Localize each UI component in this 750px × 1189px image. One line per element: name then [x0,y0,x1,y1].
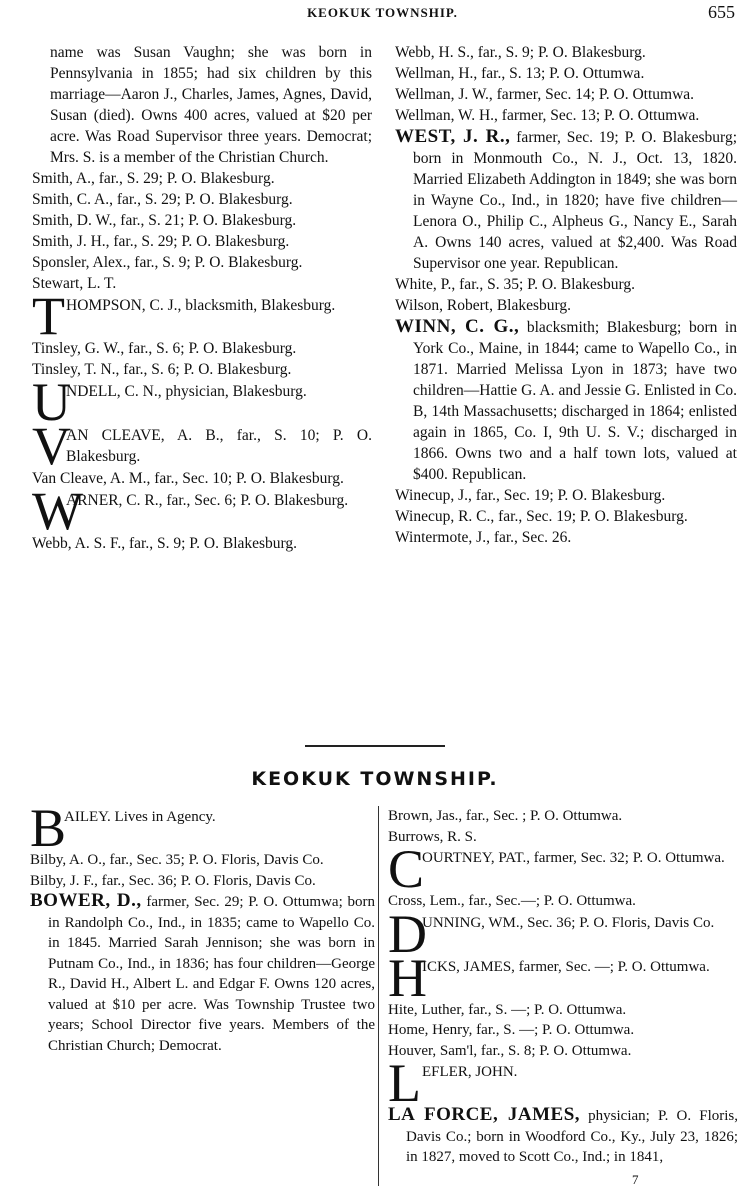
entry-text: Tinsley, G. W., far., S. 6; P. O. Blakesburg. [32,340,297,357]
directory-entry [388,827,738,848]
entry-text: physician; P. O. Floris, Davis Co.; born in Woodford Co., Ky., July 23, 1826; in 1827, moved to Scott Co., Ind.; in 1841, [406,1108,738,1165]
entry-text: Smith, J. H., far., S. 29; P. O. Blakesburg. [32,233,290,250]
directory-entry [388,806,738,827]
entry-text: Smith, D. W., far., S. 21; P. O. Blakesburg. [32,212,297,229]
continued-entry [32,42,372,168]
directory-entry [388,903,738,964]
directory-entry [388,1000,738,1021]
directory-entry [388,1105,738,1168]
directory-entry [388,1020,738,1041]
entry-text: ARNER, C. R., far., Sec. 6; P. O. Blakesburg. [66,492,349,509]
entry-text: Houver, Sam'l, far., S. 8; P. O. Ottumwa. [388,1042,632,1059]
entry-text: ICKS, JAMES, farmer, Sec. —; P. O. Ottumwa. [422,958,710,975]
directory-entry [30,891,375,1056]
drop-cap-letter: D [388,903,427,964]
directory-entry [395,63,737,84]
entry-text: farmer, Sec. 19; P. O. Blakesburg; born in Monmouth Co., N. J., Oct. 13, 1820. Married Elizabeth Addington in 1849; she was born in Wayne Co., Ind., in 1820; have five children—Lenora O., Philip C., Alpheus G., Nancy E., Sarah A. Owns 140 acres, valued at $2,400. Was Road Supervisor one year. Republican. [413,129,737,272]
directory-entry [388,891,738,912]
column-3-directory [30,798,375,1056]
directory-entry [30,850,375,871]
entry-text: Wellman, H., far., S. 13; P. O. Ottumwa. [395,65,645,82]
entry-text: OURTNEY, PAT., farmer, Sec. 32; P. O. Ottumwa. [422,850,725,866]
entry-name: WINN, C. G., [395,316,520,337]
entry-text: Wintermote, J., far., Sec. 26. [395,529,572,546]
entry-name: WEST, J. R., [395,126,511,147]
entry-text: Smith, C. A., far., S. 29; P. O. Blakesburg. [32,191,293,208]
section-title: KEOKUK TOWNSHIP. [251,768,499,790]
entry-text: Winecup, J., far., Sec. 19; P. O. Blakesburg. [395,487,666,504]
column-2-directory [395,42,737,548]
directory-entry [32,210,372,231]
entry-text: Winecup, R. C., far., Sec. 19; P. O. Blakesburg. [395,508,688,525]
column-rule [378,806,379,1186]
directory-entry [395,274,737,295]
directory-entry [32,468,372,489]
directory-entry [32,359,372,380]
entry-text: Webb, A. S. F., far., S. 9; P. O. Blakesburg. [32,535,298,552]
column-4-directory [388,806,738,1168]
directory-entry [32,273,372,294]
directory-entry [30,871,375,892]
directory-entry [388,1041,738,1062]
directory-entry [388,947,738,1008]
entry-text: farmer, Sec. 29; P. O. Ottumwa; born in Randolph Co., Ind., in 1835; came to Wapello Co. in 1845. Married Sarah Jennison; she was born in Putnam Co., Ind., in 1836; has four children—George R., David H., Albert L. and Edgar F. Owns 120 acres, valued at $10 per acre. Was Township Trustee two years; School Director five years. Members of the Christian Church; Democrat. [48,894,375,1054]
entry-text: Brown, Jas., far., Sec. ; P. O. Ottumwa. [388,808,623,824]
directory-entry [32,189,372,210]
running-head: KEOKUK TOWNSHIP. [307,5,458,20]
entry-text: blacksmith; Blakesburg; born in York Co., Maine, in 1844; came to Wapello Co., in 1871. Married Melissa Lyon in 1873; have two children—Hattie G. A. and Jessie G. Enlisted in Co. B, 14th Massachusetts; discharged in 1864; enlisted again in 1865, Co. I, 9th U. S. V.; discharged in 1866. Owns two and a half town lots, valued at $400. Republican. [413,319,737,483]
entry-text: name was Susan Vaughn; she was born in Pennsylvania in 1855; had six children by this marriage—Aaron J., Charles, James, Agnes, David, Susan (died). Owns 400 acres, valued at $20 per acre. Was Road Supervisor three years. Democrat; Mrs. S. is a member of the Christian Church. [50,44,372,166]
entry-text: Smith, A., far., S. 29; P. O. Blakesburg. [32,170,275,187]
entry-text: Home, Henry, far., S. —; P. O. Ottumwa. [388,1022,635,1038]
entry-name: LA FORCE, JAMES, [388,1104,581,1125]
entry-text: EFLER, JOHN. [422,1064,518,1080]
drop-cap-letter: T [32,286,65,346]
directory-entry [395,42,737,63]
directory-entry [32,372,372,432]
drop-cap-letter: U [32,372,71,432]
directory-entry [395,506,737,527]
entry-text: White, P., far., S. 35; P. O. Blakesburg. [395,276,635,293]
directory-entry [32,533,372,554]
entry-text: Wellman, J. W., farmer, Sec. 14; P. O. Ottumwa. [395,86,695,103]
directory-entry [32,481,372,541]
directory-entry [395,84,737,105]
entry-text: NDELL, C. N., physician, Blakesburg. [66,383,307,400]
entry-text: UNNING, WM., Sec. 36; P. O. Floris, Davis Co. [422,914,715,931]
entry-text: AN CLEAVE, A. B., far., S. 10; P. O. Blakesburg. [66,427,372,465]
drop-cap-letter: L [388,1053,421,1113]
entry-text: Cross, Lem., far., Sec.—; P. O. Ottumwa. [388,893,636,909]
page-header [30,2,735,24]
directory-entry [388,839,738,899]
drop-cap-letter: B [30,798,67,858]
entry-name: BOWER, D., [30,890,142,911]
directory-entry [395,527,737,548]
directory-entry [395,295,737,316]
entry-text: HOMPSON, C. J., blacksmith, Blakesburg. [66,297,336,314]
directory-entry [32,338,372,359]
directory-entry [395,126,737,274]
entry-text: Sponsler, Alex., far., S. 9; P. O. Blakesburg. [32,254,303,271]
directory-entry [32,168,372,189]
page-number: 655 [708,2,735,22]
directory-entry [395,485,737,506]
entry-text: Stewart, L. T. [32,275,117,292]
directory-entry [32,416,372,476]
directory-entry [32,286,372,346]
directory-entry [395,316,737,485]
entry-text: Bilby, A. O., far., Sec. 35; P. O. Floris, Davis Co. [30,852,324,868]
directory-entry [388,1053,738,1113]
directory-entry [32,252,372,273]
entry-text: Bilby, J. F., far., Sec. 36; P. O. Floris, Davis Co. [30,872,316,889]
section-divider [305,745,445,747]
entry-text: Webb, H. S., far., S. 9; P. O. Blakesburg. [395,44,646,61]
signature-mark: 7 [632,1172,639,1187]
entry-text: Van Cleave, A. M., far., Sec. 10; P. O. Blakesburg. [32,470,344,487]
column-1-directory [32,42,372,554]
drop-cap-letter: H [388,947,427,1008]
drop-cap-letter: V [32,416,71,476]
entry-text: Burrows, R. S. [388,828,477,845]
entry-text: Tinsley, T. N., far., S. 6; P. O. Blakesburg. [32,361,292,378]
directory-entry [30,798,375,858]
directory-entry [395,105,737,126]
entry-text: Hite, Luther, far., S. —; P. O. Ottumwa. [388,1001,627,1018]
entry-text: Wilson, Robert, Blakesburg. [395,297,572,314]
entry-text: Wellman, W. H., farmer, Sec. 13; P. O. Ottumwa. [395,107,700,124]
drop-cap-letter: C [388,839,425,899]
drop-cap-letter: W [32,481,83,541]
entry-text: AILEY. Lives in Agency. [64,809,216,825]
directory-entry [32,231,372,252]
